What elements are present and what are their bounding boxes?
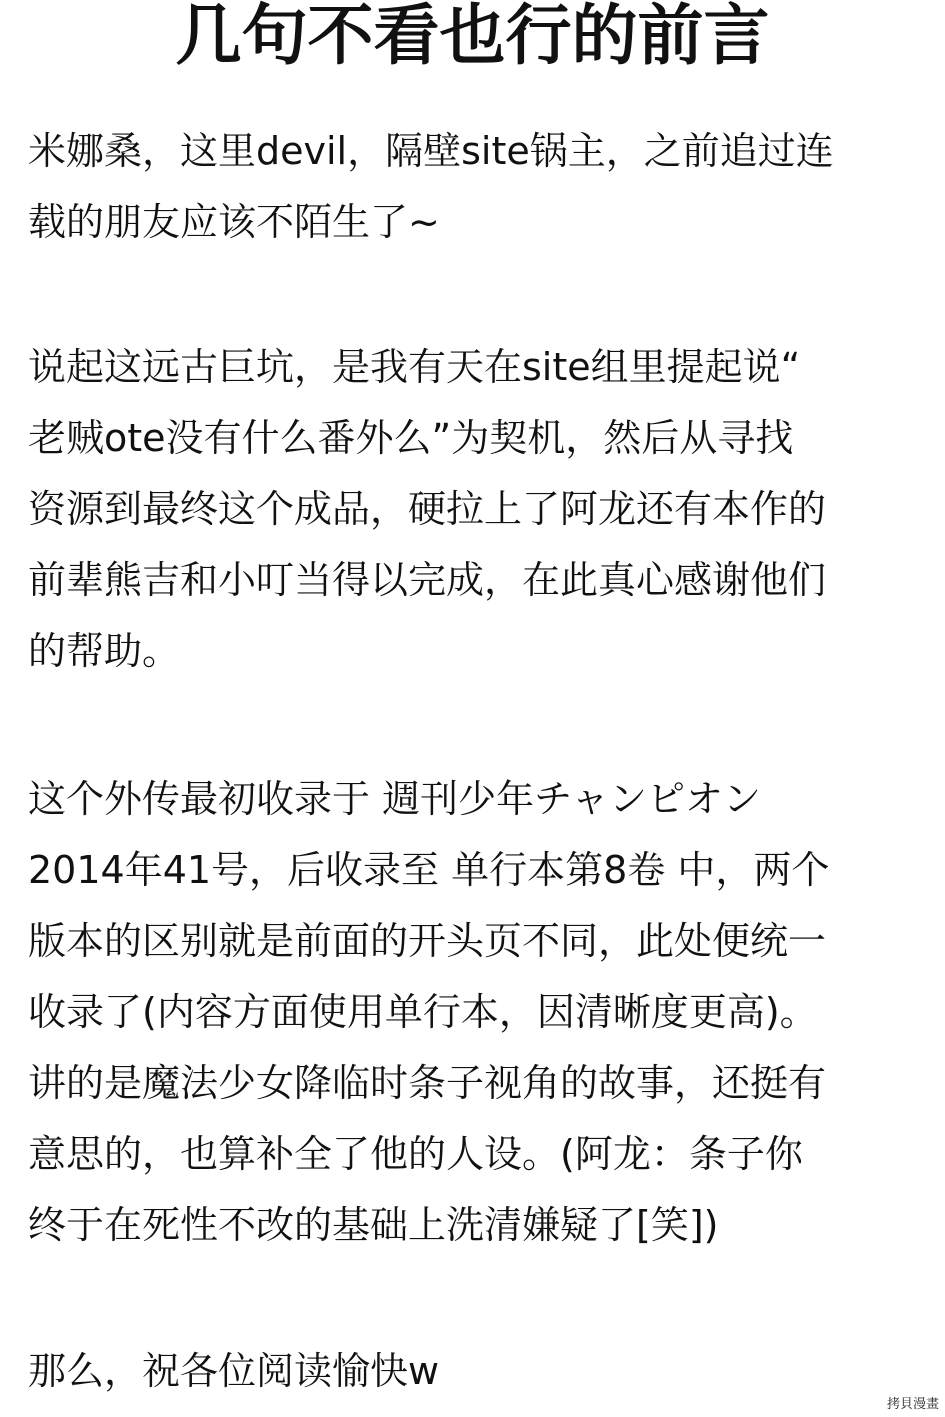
paragraph-line: 载的朋友应该不陌生了~ (28, 200, 440, 244)
paragraph-line: 版本的区别就是前面的开头页不同，此处便统一 (28, 919, 827, 963)
paragraph-line: 讲的是魔法少女降临时条子视角的故事，还挺有 (28, 1061, 827, 1105)
paragraph-line: 2014年41号，后收录至 单行本第8卷 中，两个 (28, 848, 830, 892)
paragraph-line: 收录了(内容方面使用单行本，因清晰度更高)。 (28, 990, 818, 1034)
paragraph-closing (28, 1336, 928, 1407)
paragraph-origin (28, 332, 928, 687)
paragraph-line: 老贼ote没有什么番外么”为契机，然后从寻找 (28, 416, 794, 460)
paragraph-line: 的帮助。 (28, 629, 181, 673)
paragraph-line: 终于在死性不改的基础上洗清嫌疑了[笑]) (28, 1203, 719, 1247)
page-title: 几句不看也行的前言 (175, 0, 770, 74)
paragraph-line: 那么，祝各位阅读愉快w (28, 1349, 440, 1393)
paragraph-line: 说起这远古巨坑，是我有天在site组里提起说“ (28, 345, 801, 389)
paragraph-intro (28, 116, 928, 258)
paragraph-line: 这个外传最初收录于 週刊少年チャンピオン (28, 777, 761, 821)
paragraph-line: 资源到最终这个成品，硬拉上了阿龙还有本作的 (28, 487, 827, 531)
paragraph-line: 米娜桑，这里devil，隔壁site锅主，之前追过连 (28, 129, 834, 173)
paragraph-line: 前辈熊吉和小叮当得以完成，在此真心感谢他们 (28, 558, 827, 602)
paragraph-line: 意思的，也算补全了他的人设。(阿龙：条子你 (28, 1132, 803, 1176)
paragraph-publication (28, 764, 928, 1261)
watermark-logo: 拷貝漫畫 (886, 1397, 939, 1412)
